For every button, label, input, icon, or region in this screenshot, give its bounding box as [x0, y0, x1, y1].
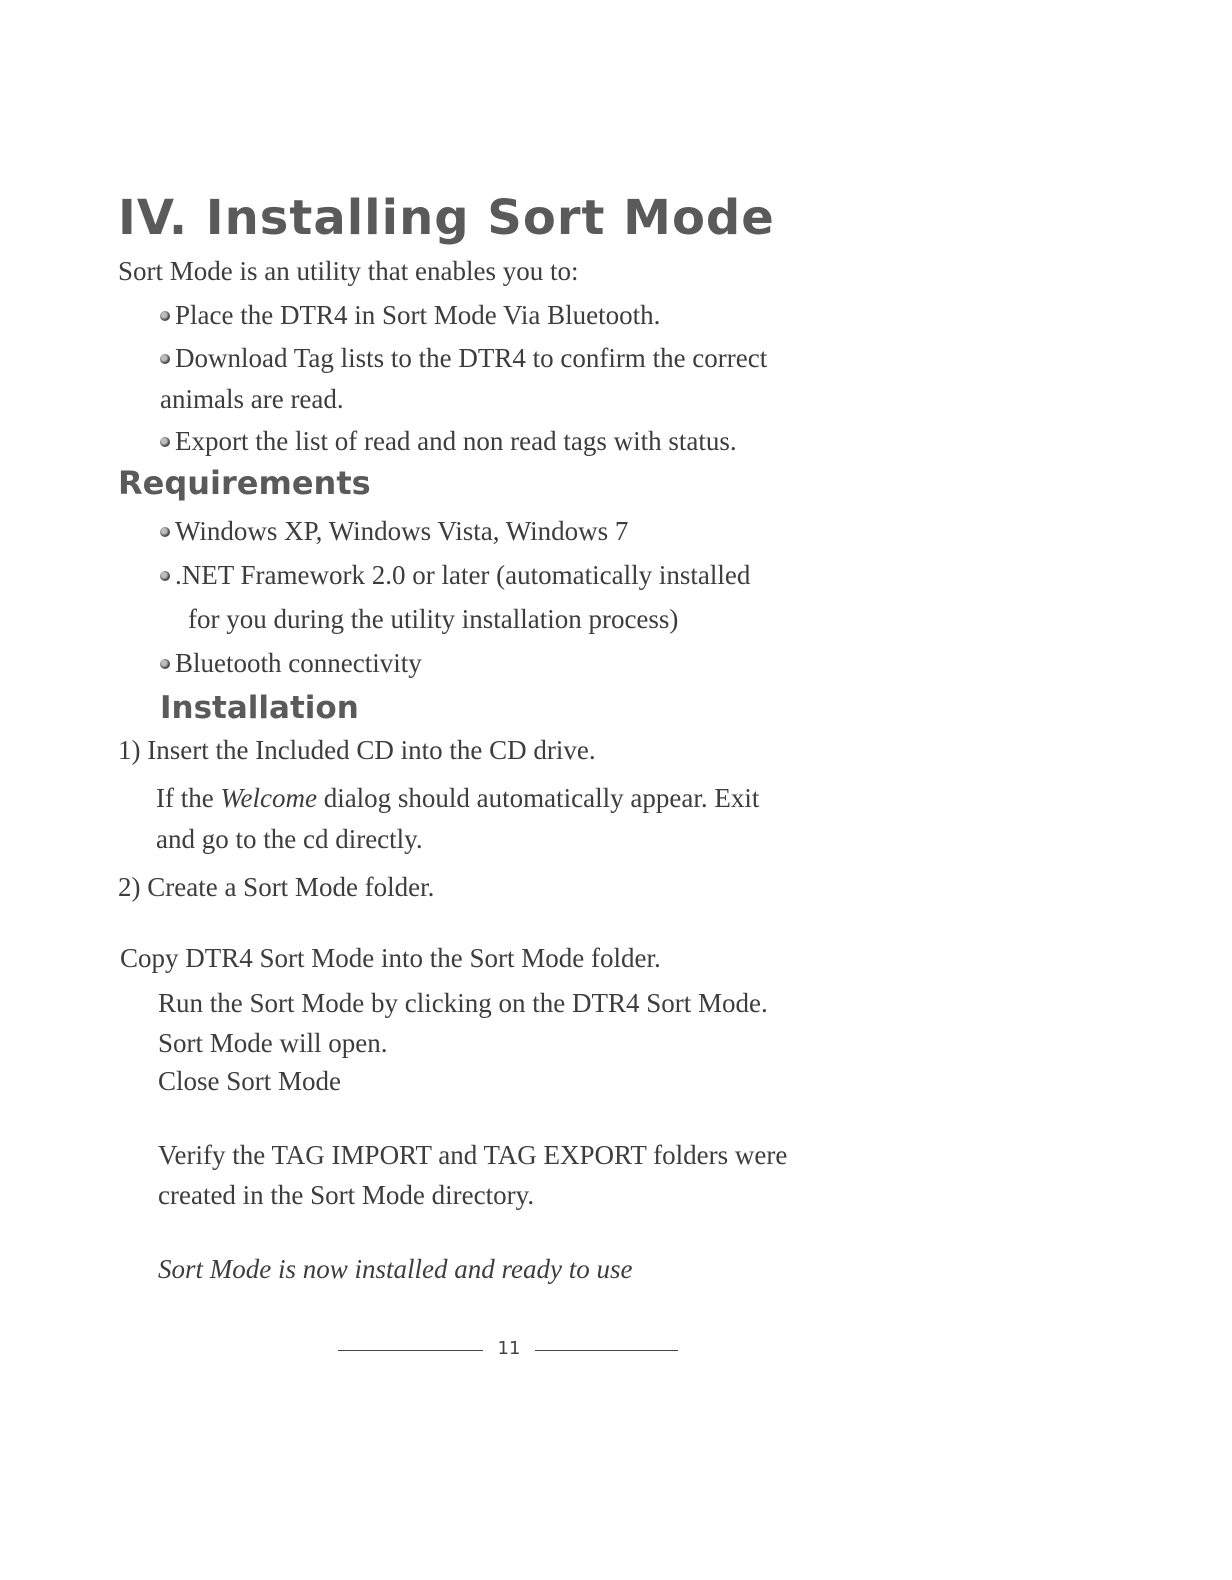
run-instruction: Run the Sort Mode by clicking on the DTR4 Sort Mode. [158, 988, 768, 1018]
copy-instruction: Copy DTR4 Sort Mode into the Sort Mode folder. [120, 943, 661, 973]
requirements-heading: Requirements [118, 464, 371, 502]
feature-item [160, 345, 767, 372]
run-instruction: Sort Mode will open. [158, 1028, 388, 1058]
page-number: 11 [497, 1338, 521, 1359]
bullet-icon [160, 437, 170, 447]
note-text: If the [156, 783, 221, 813]
step-1-note [156, 785, 759, 812]
run-instruction: Close Sort Mode [158, 1066, 342, 1096]
intro-text: Sort Mode is an utility that enables you to: [118, 256, 579, 286]
feature-item [160, 428, 737, 455]
bullet-icon [160, 571, 170, 581]
verify-instruction: Verify the TAG IMPORT and TAG EXPORT folders were [158, 1140, 788, 1170]
requirement-text-continued: for you during the utility installation process) [188, 604, 679, 634]
completion-note: Sort Mode is now installed and ready to use [158, 1254, 633, 1284]
feature-text: Place the DTR4 in Sort Mode Via Bluetooth. [175, 300, 661, 330]
requirement-text: .NET Framework 2.0 or later (automatically installed [175, 560, 751, 590]
installation-heading: Installation [160, 690, 359, 726]
note-text: dialog should automatically appear. Exit [316, 783, 760, 813]
footer-rule-left [338, 1350, 483, 1351]
bullet-icon [160, 354, 170, 364]
bullet-icon [160, 311, 170, 321]
requirement-item [160, 562, 750, 589]
requirement-item [160, 518, 628, 545]
feature-item [160, 302, 660, 329]
requirement-text: Windows XP, Windows Vista, Windows 7 [175, 516, 629, 546]
bullet-icon [160, 659, 170, 669]
section-heading: IV. Installing Sort Mode [118, 190, 775, 246]
requirement-text: Bluetooth connectivity [175, 648, 422, 678]
step-1: 1) Insert the Included CD into the CD drive. [118, 735, 596, 765]
footer-rule-right [535, 1350, 678, 1351]
feature-text: Download Tag lists to the DTR4 to confirm the correct [175, 343, 768, 373]
page-footer [338, 1338, 678, 1358]
bullet-icon [160, 527, 170, 537]
verify-instruction: created in the Sort Mode directory. [158, 1180, 535, 1210]
welcome-dialog-name: Welcome [220, 783, 317, 813]
requirement-item [160, 650, 422, 677]
feature-text: Export the list of read and non read tags with status. [175, 426, 737, 456]
step-2: 2) Create a Sort Mode folder. [118, 872, 435, 902]
step-1-note-line2: and go to the cd directly. [156, 824, 423, 854]
feature-text-continued: animals are read. [160, 384, 344, 414]
